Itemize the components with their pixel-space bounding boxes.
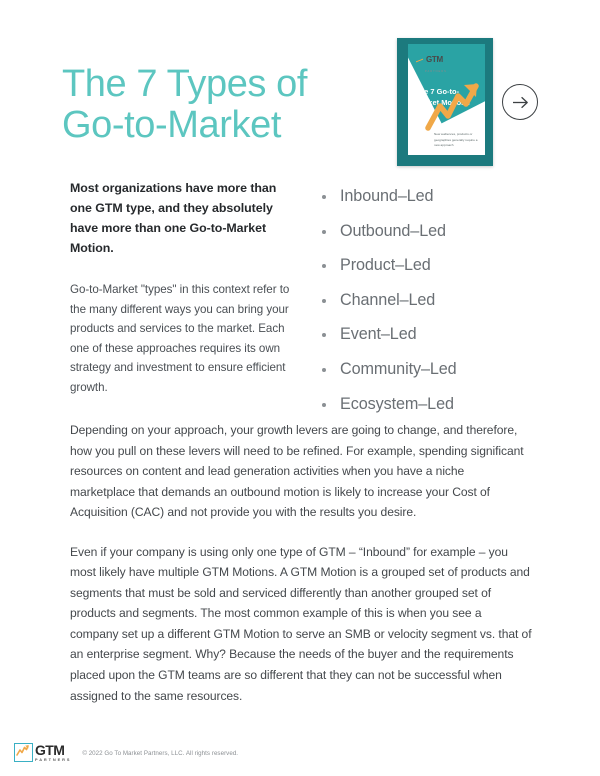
intro-paragraph: Go-to-Market "types" in this context refer to the many different ways you can bring your products and services to the market. Each one of these approaches requires its own strategy and investment to ensure efficient growth. bbox=[70, 283, 290, 394]
gtm-logo-wordmark bbox=[35, 743, 71, 762]
doc-title-line-1: The 7 Types of bbox=[62, 63, 308, 105]
doc-title-line-2: Go-to-Market bbox=[62, 104, 282, 147]
cover-logo-subtext: PARTNERS bbox=[425, 70, 447, 73]
cover-growth-arrow-icon bbox=[424, 78, 482, 134]
gtm-logo-mark-icon bbox=[14, 743, 33, 762]
list-item: Inbound–Led bbox=[318, 188, 548, 204]
cover-title: The 7 Go-to-Market Motions bbox=[415, 87, 470, 108]
next-button[interactable] bbox=[502, 84, 538, 120]
cover-thumbnail[interactable] bbox=[397, 38, 493, 166]
list-item: Community–Led bbox=[318, 361, 548, 377]
list-item: Channel–Led bbox=[318, 292, 548, 308]
body-content bbox=[70, 420, 532, 706]
cover-page bbox=[408, 44, 485, 160]
doc-title bbox=[62, 64, 392, 146]
list-item: Ecosystem–Led bbox=[318, 396, 548, 412]
cover-logo-mark-icon bbox=[414, 54, 425, 65]
gtm-logo-text: GTM bbox=[35, 741, 65, 758]
gtm-types-column bbox=[318, 188, 548, 430]
cover-logo bbox=[414, 51, 452, 73]
page-title bbox=[62, 64, 392, 146]
footer-inner bbox=[14, 743, 238, 762]
copyright-text: © 2022 Go To Market Partners, LLC. All rights reserved. bbox=[82, 750, 239, 758]
intro-lead-text: Most organizations have more than one GTM type, and they absolutely have more than one Go-to-Market Motion. bbox=[70, 181, 277, 256]
list-item: Event–Led bbox=[318, 326, 548, 342]
document-footer bbox=[0, 718, 600, 776]
arrow-right-icon bbox=[512, 96, 529, 109]
cover-logo-text: GTM bbox=[426, 55, 443, 65]
cover-bottom-strip bbox=[408, 155, 485, 160]
cover-subtitle: New audiences, products or geographies generally require a new approach bbox=[434, 132, 478, 147]
intro-left-column bbox=[70, 178, 296, 397]
gtm-logo-subtext: PARTNERS bbox=[35, 757, 72, 763]
list-item: Product–Led bbox=[318, 257, 548, 273]
list-item: Outbound–Led bbox=[318, 223, 548, 239]
cover-outer bbox=[397, 38, 493, 166]
document-header bbox=[0, 0, 600, 178]
body-paragraph: Even if your company is using only one type of GTM – “Inbound” for example – you most likely have multiple GTM Motions. A GTM Motion is a grouped set of products and segments that must be sold and serviced differently than another grouped set of products and segments. The most common example of this is when you see a company set up a different GTM Motion to serve an SMB or velocity segment vs. that of an enterprise segment. Why? Because the needs of the buyer and the requirements placed upon the GTM teams are so different that they can not be successful when assigned to the same resources. bbox=[70, 544, 532, 703]
gtm-partners-logo bbox=[14, 743, 71, 762]
body-paragraph: Depending on your approach, your growth levers are going to change, and therefore, how you pull on these levers will need to be refined. For example, spending significant resources on content and lead generation activities when you have a niche marketplace that demands an outbound motion is likely to increase your Cost of Acquisition (CAC) and not provide you with the results you desire. bbox=[70, 423, 524, 520]
gtm-types-list bbox=[318, 188, 548, 412]
